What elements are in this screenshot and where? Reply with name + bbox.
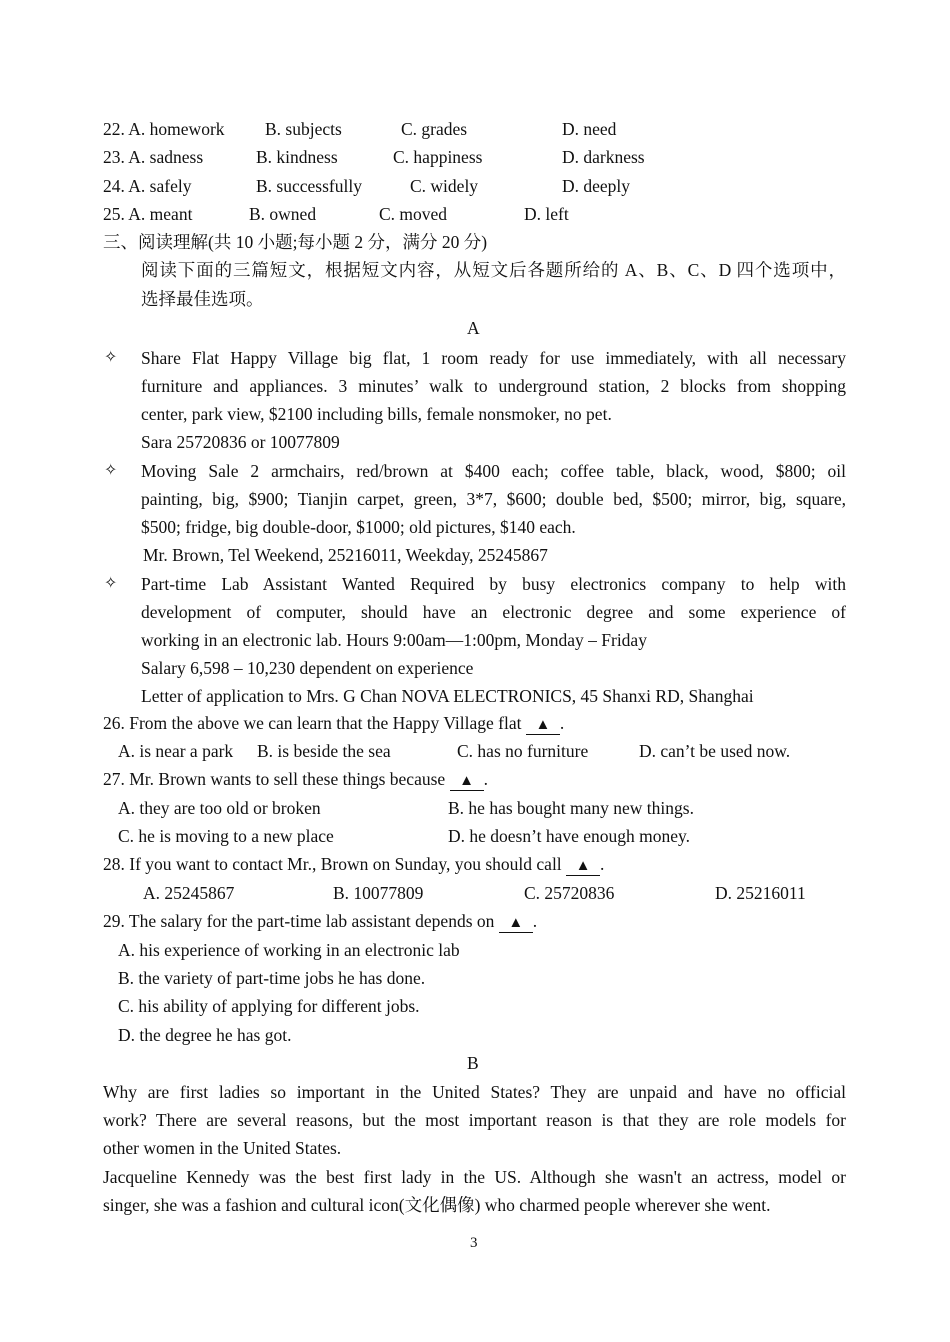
option-23-c: C. happiness bbox=[393, 147, 483, 167]
question-27-stem: 27. Mr. Brown wants to sell these things because ▲ . bbox=[103, 769, 488, 789]
ad-moving-sale-line2: painting, big, $900; Tianjin carpet, green, 3*7, $600; double bed, $500; mirror, big, square, bbox=[141, 489, 846, 509]
option-27-a: A. they are too old or broken bbox=[118, 798, 321, 818]
option-25-c: C. moved bbox=[379, 204, 448, 224]
ad-share-flat-line2: furniture and appliances. 3 minutes’ walk to underground station, 2 blocks from shopping bbox=[141, 376, 846, 396]
question-26-stem: 26. From the above we can learn that the Happy Village flat ▲ . bbox=[103, 713, 565, 733]
answer-blank bbox=[450, 770, 484, 791]
option-22-b: B. subjects bbox=[265, 119, 342, 139]
ad-part-time-line3: working in an electronic lab. Hours 9:00am—1:00pm, Monday – Friday bbox=[141, 630, 647, 650]
option-29-b: B. the variety of part-time jobs he has done. bbox=[118, 968, 426, 988]
question-stem-text: 27. Mr. Brown wants to sell these things because bbox=[103, 769, 450, 789]
passage-b-p1-line3: other women in the United States. bbox=[103, 1138, 342, 1158]
option-22-a: 22. A. homework bbox=[103, 119, 225, 139]
option-27-d: D. he doesn’t have enough money. bbox=[448, 826, 691, 846]
option-23-a: 23. A. sadness bbox=[103, 147, 204, 167]
triangle-icon: ▲ bbox=[575, 858, 591, 874]
option-26-a: A. is near a park bbox=[118, 741, 234, 761]
passage-b-label: B bbox=[467, 1053, 479, 1073]
ad-share-flat-line3: center, park view, $2100 including bills, female nonsmoker, no pet. bbox=[141, 404, 612, 424]
option-25-a: 25. A. meant bbox=[103, 204, 193, 224]
answer-blank bbox=[499, 912, 533, 933]
diamond-bullet-icon: ✧ bbox=[104, 575, 118, 592]
passage-b-p1-line2: work? There are several reasons, but the most important reason is that they are role models for bbox=[103, 1110, 846, 1130]
triangle-icon: ▲ bbox=[508, 915, 524, 931]
ad-part-time-salary: Salary 6,598 – 10,230 dependent on experience bbox=[141, 658, 474, 678]
answer-blank bbox=[566, 855, 600, 876]
passage-b-p1-line1: Why are first ladies so important in the United States? They are unpaid and have no official bbox=[103, 1082, 846, 1102]
option-22-c: C. grades bbox=[401, 119, 468, 139]
question-28-stem: 28. If you want to contact Mr., Brown on Sunday, you should call ▲ . bbox=[103, 854, 605, 874]
ad-share-flat-contact: Sara 25720836 or 10077809 bbox=[141, 432, 340, 452]
question-stem-text: 29. The salary for the part-time lab assistant depends on bbox=[103, 911, 499, 931]
option-29-d: D. the degree he has got. bbox=[118, 1025, 292, 1045]
section-instruction: 阅读下面的三篇短文，根据短文内容，从短文后各题所给的 A、B、C、D 四个选项中， bbox=[141, 260, 846, 280]
option-23-b: B. kindness bbox=[256, 147, 338, 167]
option-26-c: C. has no furniture bbox=[457, 741, 589, 761]
triangle-icon: ▲ bbox=[535, 717, 551, 733]
question-stem-text: 28. If you want to contact Mr., Brown on Sunday, you should call bbox=[103, 854, 567, 874]
section-heading: 三、阅读理解(共 10 小题;每小题 2 分，满分 20 分) bbox=[103, 232, 488, 252]
section-instruction-cont: 选择最佳选项。 bbox=[141, 289, 264, 309]
question-stem-text: 26. From the above we can learn that the Happy Village flat bbox=[103, 713, 526, 733]
diamond-bullet-icon: ✧ bbox=[104, 462, 118, 479]
option-29-a: A. his experience of working in an electronic lab bbox=[118, 940, 460, 960]
answer-blank bbox=[526, 714, 560, 735]
ad-moving-sale-contact: Mr. Brown, Tel Weekend, 25216011, Weekday, 25245867 bbox=[143, 545, 548, 565]
option-26-d: D. can’t be used now. bbox=[639, 741, 791, 761]
option-27-c: C. he is moving to a new place bbox=[118, 826, 334, 846]
ad-share-flat-line1: Share Flat Happy Village big flat, 1 room ready for use immediately, with all necessary bbox=[141, 348, 846, 368]
question-29-stem: 29. The salary for the part-time lab assistant depends on ▲ . bbox=[103, 911, 538, 931]
option-25-b: B. owned bbox=[249, 204, 317, 224]
option-24-b: B. successfully bbox=[256, 176, 362, 196]
ad-moving-sale-line1: Moving Sale 2 armchairs, red/brown at $400 each; coffee table, black, wood, $800; oil bbox=[141, 461, 846, 481]
option-29-c: C. his ability of applying for different jobs. bbox=[118, 996, 420, 1016]
option-28-a: A. 25245867 bbox=[143, 883, 235, 903]
option-24-a: 24. A. safely bbox=[103, 176, 192, 196]
option-25-d: D. left bbox=[524, 204, 569, 224]
ad-part-time-line1: Part-time Lab Assistant Wanted Required by busy electronics company to help with bbox=[141, 574, 846, 594]
ad-moving-sale-line3: $500; fridge, big double-door, $1000; old pictures, $140 each. bbox=[141, 517, 576, 537]
diamond-bullet-icon: ✧ bbox=[104, 349, 118, 366]
triangle-icon: ▲ bbox=[459, 773, 474, 789]
option-26-b: B. is beside the sea bbox=[257, 741, 391, 761]
passage-a-label: A bbox=[467, 318, 480, 338]
ad-part-time-contact: Letter of application to Mrs. G Chan NOVA ELECTRONICS, 45 Shanxi RD, Shanghai bbox=[141, 686, 754, 706]
option-23-d: D. darkness bbox=[562, 147, 645, 167]
option-22-d: D. need bbox=[562, 119, 617, 139]
passage-b-p2-line2: singer, she was a fashion and cultural icon(文化偶像) who charmed people wherever she went. bbox=[103, 1195, 771, 1215]
option-28-b: B. 10077809 bbox=[333, 883, 424, 903]
ad-part-time-line2: development of computer, should have an electronic degree and some experience of bbox=[141, 602, 846, 622]
passage-b-p2-line1: Jacqueline Kennedy was the best first lady in the US. Although she wasn't an actress, model or bbox=[103, 1167, 846, 1187]
option-24-c: C. widely bbox=[410, 176, 479, 196]
option-28-d: D. 25216011 bbox=[715, 883, 806, 903]
option-27-b: B. he has bought many new things. bbox=[448, 798, 694, 818]
option-24-d: D. deeply bbox=[562, 176, 631, 196]
option-28-c: C. 25720836 bbox=[524, 883, 615, 903]
page-number: 3 bbox=[470, 1235, 478, 1251]
